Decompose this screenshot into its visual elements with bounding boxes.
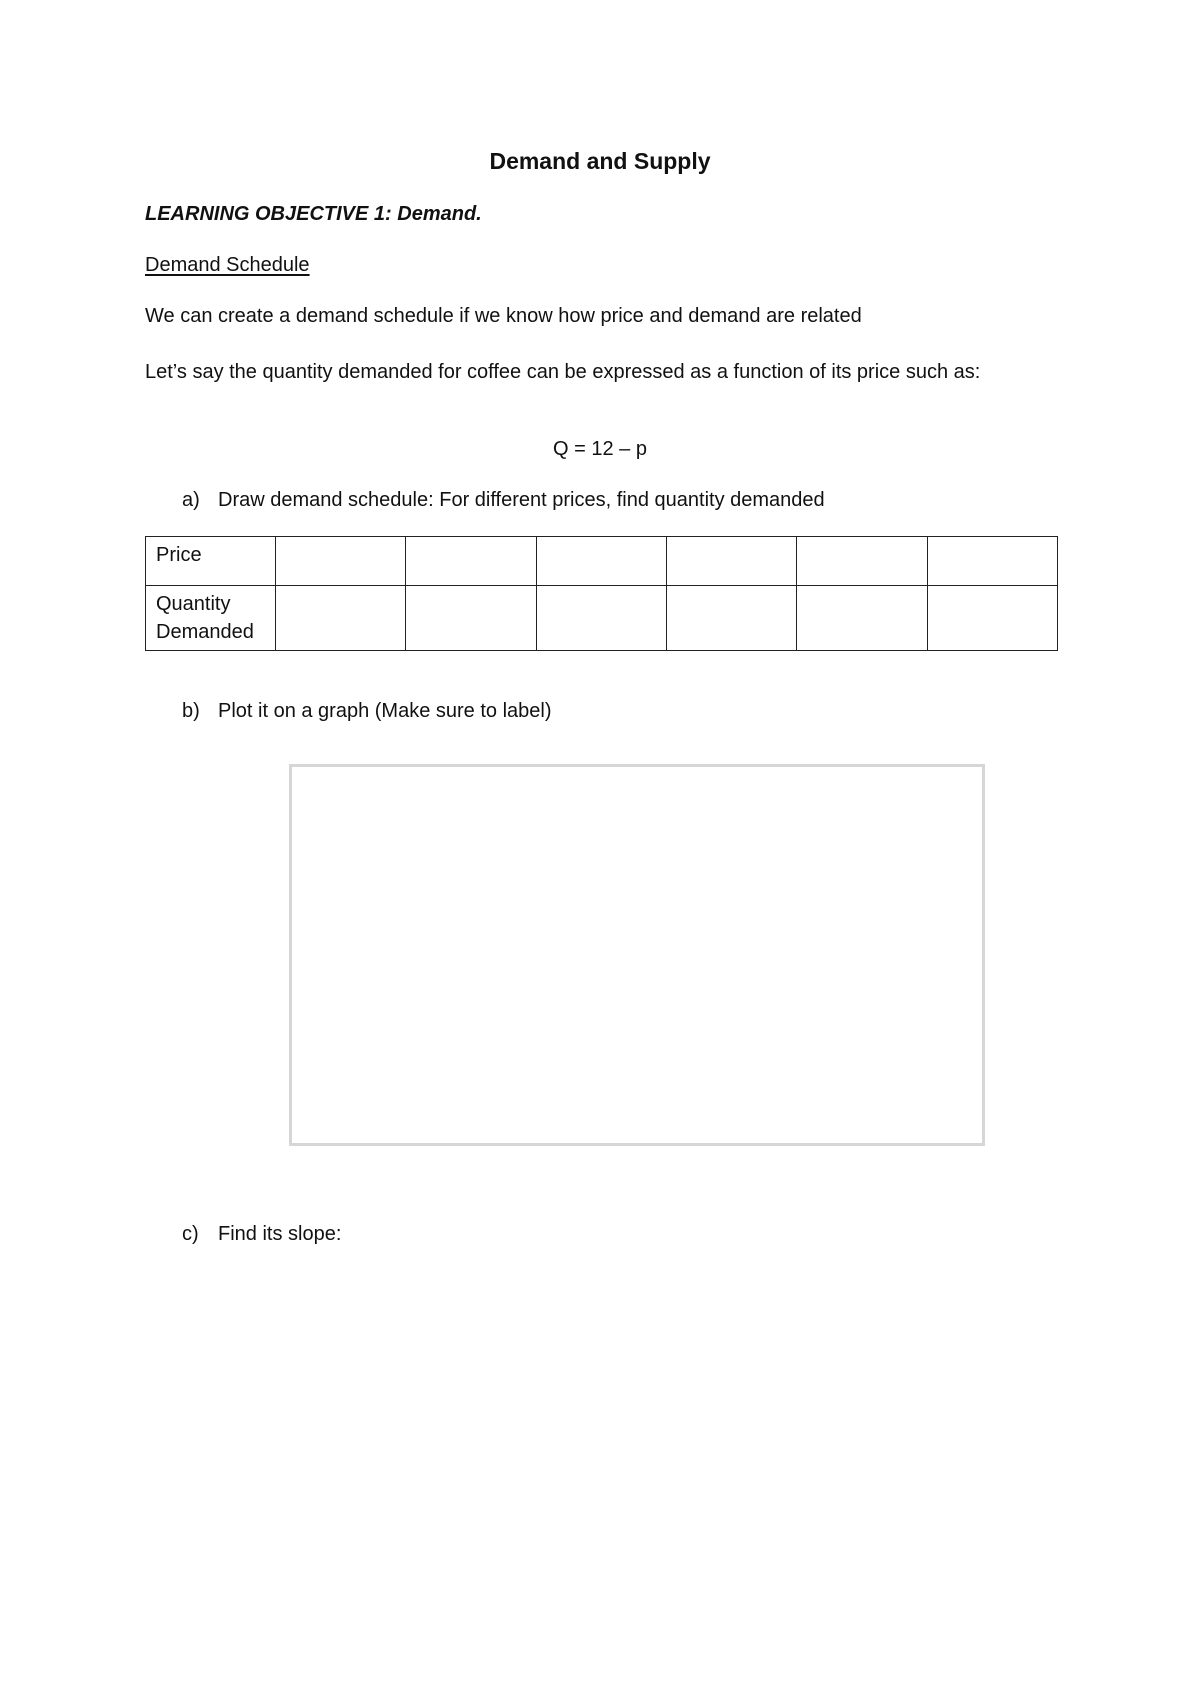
table-cell[interactable] (536, 586, 666, 651)
row-label-price: Price (146, 537, 276, 586)
learning-objective: LEARNING OBJECTIVE 1: Demand. (145, 203, 482, 225)
table-cell[interactable] (406, 586, 536, 651)
question-marker: c) (182, 1223, 199, 1245)
section-heading: Demand Schedule (145, 254, 310, 276)
table-cell[interactable] (406, 537, 536, 586)
question-text: Draw demand schedule: For different prices, find quantity demanded (218, 489, 825, 511)
row-label-line: Demanded (156, 621, 254, 643)
table-cell[interactable] (797, 586, 927, 651)
table-cell[interactable] (927, 537, 1057, 586)
table-cell[interactable] (797, 537, 927, 586)
table-row-price (146, 537, 1058, 586)
row-label-line: Quantity (156, 593, 231, 615)
intro-paragraph: We can create a demand schedule if we know how price and demand are related (145, 305, 862, 327)
table-cell[interactable] (927, 586, 1057, 651)
table-cell[interactable] (276, 537, 406, 586)
table-cell[interactable] (536, 537, 666, 586)
question-marker: a) (182, 489, 200, 511)
table-cell[interactable] (666, 537, 796, 586)
page-title: Demand and Supply (489, 148, 711, 174)
demand-schedule-table (145, 536, 1058, 651)
demand-equation: Q = 12 – p (553, 438, 647, 460)
table-row-quantity (146, 586, 1058, 651)
graph-drawing-area[interactable] (289, 764, 985, 1146)
question-text: Plot it on a graph (Make sure to label) (218, 700, 552, 722)
question-text: Find its slope: (218, 1223, 342, 1245)
table-cell[interactable] (666, 586, 796, 651)
function-paragraph: Let’s say the quantity demanded for coffee can be expressed as a function of its price such as: (145, 361, 981, 383)
table-cell[interactable] (276, 586, 406, 651)
question-marker: b) (182, 700, 200, 722)
row-label-quantity-demanded (146, 586, 276, 651)
